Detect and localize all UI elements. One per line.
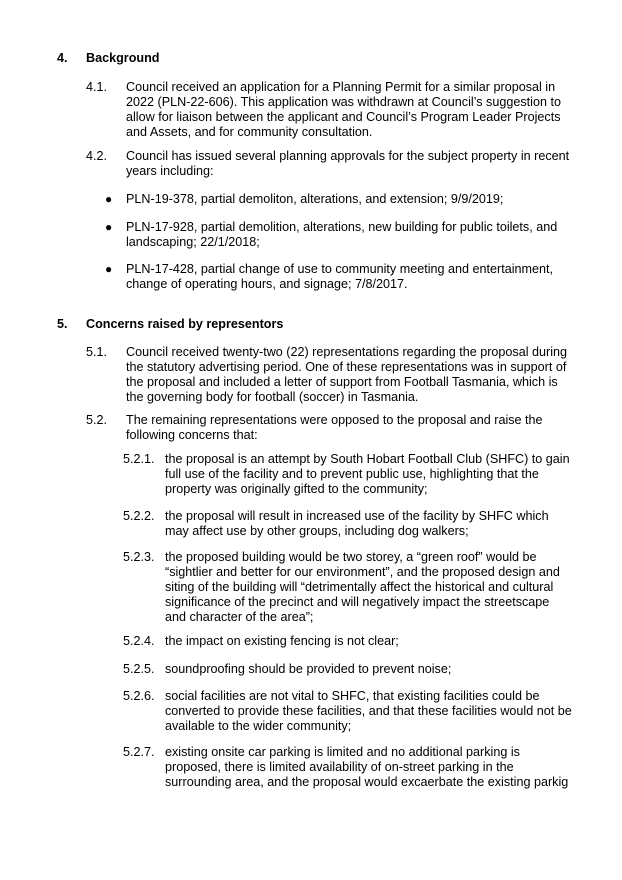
sub-item-number: 5.2.2. (123, 509, 155, 523)
paragraph (86, 149, 570, 179)
bullet-text: PLN-19-378, partial demoliton, alterations, and extension; 9/9/2019; (126, 192, 504, 206)
paragraph (86, 80, 570, 140)
paragraph (86, 345, 570, 405)
sub-item (123, 689, 572, 734)
paragraph-text: Council has issued several planning approvals for the subject property in recent years including: (126, 149, 570, 178)
bullet-text: PLN-17-428, partial change of use to community meeting and entertainment, change of operating hours, and signage; 7/8/2017. (126, 262, 554, 291)
sub-item (123, 509, 572, 539)
section-heading (57, 51, 159, 66)
section-number: 4. (57, 51, 68, 65)
bullet-item (105, 220, 570, 250)
sub-item-number: 5.2.1. (123, 452, 155, 466)
sub-item-text: soundproofing should be provided to prevent noise; (165, 662, 452, 676)
paragraph-text: The remaining representations were opposed to the proposal and raise the following concerns that: (126, 413, 543, 442)
paragraph-number: 4.2. (86, 149, 108, 163)
sub-item-number: 5.2.4. (123, 634, 155, 648)
sub-item-text: existing onsite car parking is limited and no additional parking is proposed, there is limited availability of on-street parking in the surrounding area, and the proposal would excaerbate the existing parkig (165, 745, 569, 789)
paragraph-number: 5.2. (86, 413, 108, 427)
section-heading (57, 317, 283, 332)
paragraph-number: 5.1. (86, 345, 108, 359)
sub-item-number: 5.2.3. (123, 550, 155, 564)
paragraph-text: Council received an application for a Planning Permit for a similar proposal in 2022 (PLN-22-606). This application was withdrawn at Council’s suggestion to allow for liaison between the applicant and Council’s Program Leader Projects and Assets, and for community consultation. (126, 80, 561, 139)
sub-item (123, 634, 572, 649)
sub-item (123, 662, 572, 677)
section-number: 5. (57, 317, 68, 331)
sub-item-text: social facilities are not vital to SHFC, that existing facilities could be converted to provide these facilities, and that these facilities would not be available to the wider community; (165, 689, 572, 733)
bullet-icon: ● (105, 262, 113, 276)
section-title: Concerns raised by representors (86, 317, 284, 331)
sub-item-number: 5.2.5. (123, 662, 155, 676)
sub-item-number: 5.2.6. (123, 689, 155, 703)
sub-item-text: the impact on existing fencing is not clear; (165, 634, 399, 648)
sub-item-text: the proposal is an attempt by South Hobart Football Club (SHFC) to gain full use of the facility and to prevent public use, highlighting that the property was originally gifted to the community; (165, 452, 570, 496)
sub-item (123, 550, 572, 625)
bullet-text: PLN-17-928, partial demolition, alterations, new building for public toilets, and landscaping; 22/1/2018; (126, 220, 558, 249)
paragraph-number: 4.1. (86, 80, 108, 94)
section-title: Background (86, 51, 160, 65)
sub-item (123, 452, 572, 497)
paragraph-text: Council received twenty-two (22) representations regarding the proposal during the statutory advertising period. One of these representations was in support of the proposal and included a letter of support from Football Tasmania, which is the governing body for football (soccer) in Tasmania. (126, 345, 568, 404)
sub-item-text: the proposal will result in increased use of the facility by SHFC which may affect use by other groups, including dog walkers; (165, 509, 549, 538)
bullet-icon: ● (105, 220, 113, 234)
paragraph (86, 413, 570, 443)
bullet-item (105, 192, 570, 207)
sub-item (123, 745, 572, 790)
sub-item-text: the proposed building would be two storey, a “green roof” would be “sightlier and better for our environment”, and the proposed design and siting of the building will “detrimentally affect the historical and cultural significance of the precinct and will negatively impact the streetscape and character of the area”; (165, 550, 560, 624)
bullet-icon: ● (105, 192, 113, 206)
bullet-item (105, 262, 570, 292)
sub-item-number: 5.2.7. (123, 745, 155, 759)
